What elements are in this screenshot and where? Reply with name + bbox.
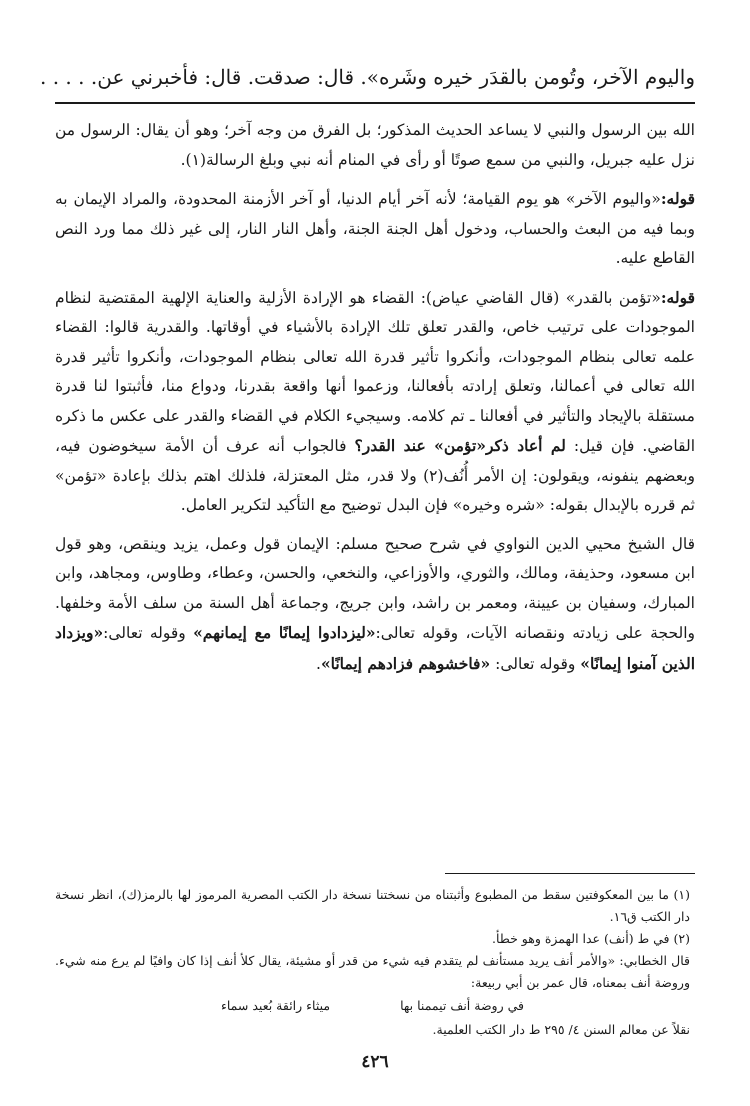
paragraph-4-text-a: قال الشيخ محيي الدين النواوي في شرح صحيح مسلم: الإيمان قول وعمل، يزيد وينقص، وهو قول ابن مسعود، وحذيفة، ومالك، والثوري، والأوزاعي، والنخعي، والحسن، وعطاء، وطاوس، ومجاهد، وابن المبارك، وسفيان بن عيينة، ومعمر بن راشد، وابن جريج، وجماعة أهل السنة من سلف الأمة وخلفها. والحجة على زيادته ونقصانه الآيات، وقوله تعالى:	[55, 534, 695, 642]
footnote-rule	[445, 873, 695, 874]
poetry-verse	[55, 994, 690, 1019]
footnotes	[55, 884, 690, 1041]
verse-second-hemistich: ميثاء رائقة بُعيد سماء	[221, 998, 331, 1013]
page-number: ٤٢٦	[361, 1052, 389, 1072]
verse-first-hemistich: في روضة أنف تيممنا بها	[400, 998, 524, 1013]
footnote-1: (١) ما بين المعكوفتين سقط من المطبوع وأثبتناه من نسختنا نسخة دار الكتب المصرية المرموز لها بالرمز(ك)، انظر نسخة دار الكتب ق١٦.	[55, 887, 690, 924]
footnote-2-source: نقلاً عن معالم السنن ٤/ ٢٩٥ ط دار الكتب العلمية.	[432, 1022, 690, 1037]
footnote-2-note: قال الخطابي: «والأمر أنف يريد مستأنف لم يتقدم فيه شيء من قدر أو مشيئة، يقال كلأ أنف إذا كان وافيًا لم يرع منه شيء. وروضة أنف بمعناه، قال عمر بن أبي ربيعة:	[55, 953, 690, 990]
paragraph-3-text-a: «تؤمن بالقدر» (قال القاضي عياض): القضاء هو الإرادة الأزلية والعناية الإلهية المقتضية لنظام الموجودات على ترتيب خاص، والقدر تعلق تلك الإرادة بالأشياء في أوقاتها. والقدرية قالوا: القضاء علمه تعالى بنظام الموجودات، وأنكروا تأثير قدرة الله تعالى بنظام الموجودات، وأنكروا تأثير قدرة الله تعالى في أعمالنا، وتعلق إرادته بأفعالنا، وزعموا أنها واقعة بقدرنا، ودواع منا، فأثبتوا لنا قدرة مستقلة بالإيجاد والتأثير في أفعالنا ـ تم كلامه. وسيجيء الكلام في القضاء والقدر على عكس ما ذكره القاضي. فإن قيل:	[55, 288, 696, 455]
paragraph-2	[55, 184, 695, 274]
paragraph-3	[55, 283, 695, 521]
paragraph-3-text-b: فالجواب أنه عرف أن الأمة سيخوضون فيه، وبعضهم ينفونه، ويقولون: إن الأمر أُنُف(٢) ولا قدر، مثل المعتزلة، فلذلك اهتم بذلك بإعادة «تؤمن» ثم قرره بالإبدال بقوله: «شره وخيره» فإن البدل توضيح مع التأكيد لتكرير العامل.	[55, 437, 695, 514]
header-rule	[55, 102, 695, 104]
paragraph-4	[55, 530, 695, 680]
paragraph-3-label: قوله:	[660, 287, 695, 307]
paragraph-4-end: .	[316, 654, 321, 673]
paragraph-2-label: قوله:	[660, 189, 695, 208]
paragraph-2-text: «واليوم الآخر» هو يوم القيامة؛ لأنه آخر أيام الدنيا، أو آخر الأزمنة المحدودة، والمراد الإيمان به وبما فيه من البعث والحساب، ودخول أهل الجنة الجنة، وأهل النار النار، إلى غير ذلك مما ورد النص القاطع عليه.	[55, 190, 695, 267]
paragraph-3-question: لم أعاد ذكر«تؤمن» عند القدر؟	[354, 436, 566, 455]
header-text: والیوم الآخر، وتُومن بالقدَر خیره وشَره». قال: صدقت. قال: فأخبرني عن. . . . .	[40, 65, 695, 89]
quran-quote-3: «فاخشوهم فزادهم إيمانًا»	[320, 653, 491, 673]
paragraph-4-text-c: وقوله تعالى:	[495, 654, 576, 673]
paragraph-4-text-b: وقوله تعالى:	[103, 624, 186, 642]
paragraph-1-text: الله بين الرسول والنبي لا يساعد الحديث المذكور؛ بل الفرق من وجه آخر؛ وهو أن يقال: الرسول من نزل عليه جبريل، والنبي من سمع صوتًا أو رأى في المنام أنه نبي وبلغ الرسالة(١).	[55, 121, 695, 169]
quran-quote-2: «ويزداد الذين آمنوا إيمانًا»	[55, 623, 695, 673]
quran-quote-1: «ليزدادوا إيمانًا مع إيمانهم»	[193, 623, 376, 642]
paragraph-1	[55, 116, 695, 175]
running-header	[40, 62, 695, 92]
main-text	[55, 116, 695, 688]
footnote-2: (٢) في ط (أنف) عدا الهمزة وهو خطأ.	[492, 931, 690, 946]
